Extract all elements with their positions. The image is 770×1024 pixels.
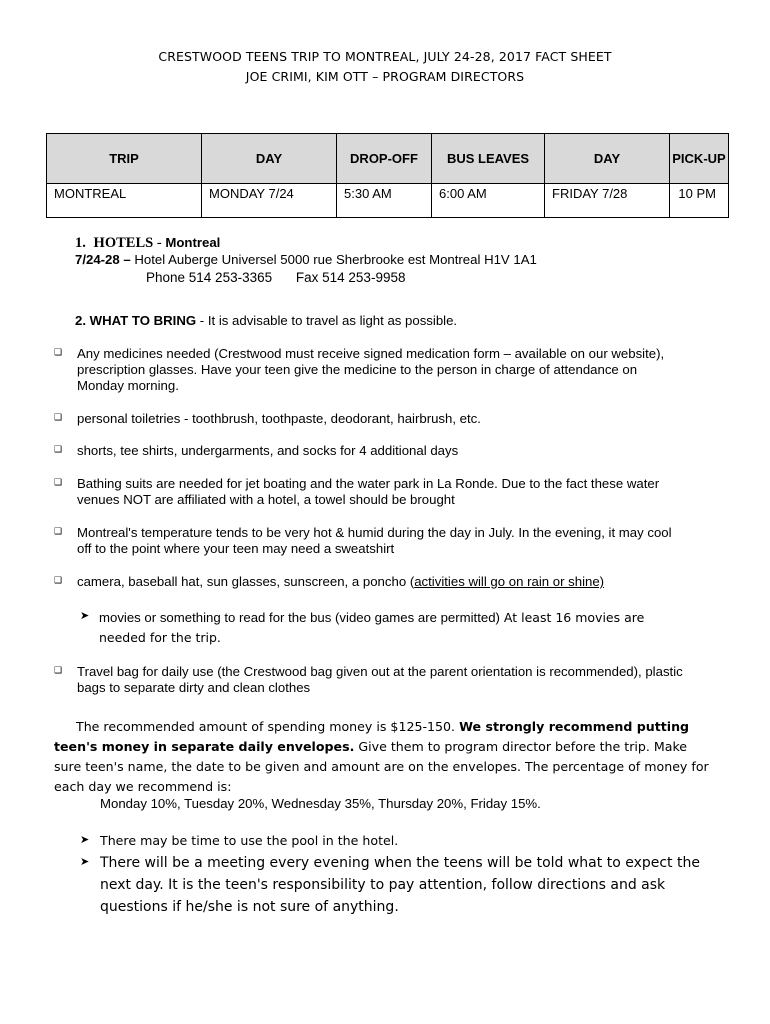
col-header-drop-off: DROP-OFF [337, 134, 432, 184]
col-header-pick-up: PICK-UP [670, 134, 729, 184]
page-title: CRESTWOOD TEENS TRIP TO MONTREAL, JULY 24-28, 2017 FACT SHEET [158, 49, 612, 64]
checkbox-bullet-icon: ❑ [54, 445, 63, 455]
cell-drop-off: 5:30 AM [337, 184, 432, 218]
cell-pick-up: 10 PM [670, 184, 729, 218]
hotel-phone: Phone 514 253-3365 Fax 514 253-9958 [146, 270, 406, 285]
movies-item: movies or something to read for the bus (video games are permitted) At least 16 movies are needed for the trip. [99, 610, 645, 645]
list-item: Montreal's temperature tends to be very hot & humid during the day in July. In the evening, it may cool off to the point where your teen may need a sweatshirt [77, 525, 672, 556]
cell-day: MONDAY 7/24 [202, 184, 337, 218]
spending-money-paragraph: The recommended amount of spending money is $125-150. We strongly recommend putting teen's money in separate daily envelopes. Give them to program director before the trip. Make sure teen's name, the date to be given and amount are on the envelopes. The percentage of money for each day we recommend is: [54, 719, 709, 794]
checkbox-bullet-icon: ❑ [54, 348, 63, 358]
what-to-bring-heading: 2. WHAT TO BRING - It is advisable to travel as light as possible. [75, 313, 458, 328]
schedule-header-row [47, 134, 729, 184]
list-item: shorts, tee shirts, undergarments, and socks for 4 additional days [77, 443, 459, 458]
list-item: camera, baseball hat, sun glasses, sunscreen, a poncho (activities will go on rain or shine) [77, 574, 605, 589]
cell-return-day: FRIDAY 7/28 [545, 184, 670, 218]
hotels-heading: 1. HOTELS - Montreal [75, 235, 221, 251]
pool-note: There may be time to use the pool in the hotel. [100, 833, 399, 848]
checkbox-bullet-icon: ❑ [54, 666, 63, 676]
schedule-table [46, 133, 729, 218]
col-header-trip: TRIP [47, 134, 202, 184]
table-row [47, 184, 729, 218]
money-breakdown: Monday 10%, Tuesday 20%, Wednesday 35%, Thursday 20%, Friday 15%. [100, 796, 541, 811]
arrow-bullet-icon: ➤ [80, 855, 90, 868]
arrow-bullet-icon: ➤ [80, 833, 90, 846]
checkbox-bullet-icon: ❑ [54, 413, 63, 423]
meeting-note: There will be a meeting every evening when the teens will be told what to expect the next day. It is the teen's responsibility to pay attention, follow directions and ask questions if he/she is not sure of anything. [100, 855, 700, 915]
list-item: personal toiletries - toothbrush, toothpaste, deodorant, hairbrush, etc. [77, 411, 481, 426]
program-directors: JOE CRIMI, KIM OTT – PROGRAM DIRECTORS [245, 69, 525, 84]
list-item: Any medicines needed (Crestwood must receive signed medication form – available on our website), prescription glasses. Have your teen give the medicine to the person in charge of attendance on Monday morning. [77, 346, 665, 393]
col-header-day: DAY [202, 134, 337, 184]
arrow-bullet-icon: ➤ [80, 609, 90, 622]
list-item: Bathing suits are needed for jet boating and the water park in La Ronde. Due to the fact these water venues NOT are affiliated with a hotel, a towel should be brought [77, 476, 660, 507]
checkbox-bullet-icon: ❑ [54, 478, 63, 488]
checkbox-bullet-icon: ❑ [54, 576, 63, 586]
cell-trip: MONTREAL [47, 184, 202, 218]
hotel-address: 7/24-28 – Hotel Auberge Universel 5000 rue Sherbrooke est Montreal H1V 1A1 [75, 252, 537, 267]
col-header-bus-leaves: BUS LEAVES [432, 134, 545, 184]
checkbox-bullet-icon: ❑ [54, 527, 63, 537]
col-header-return-day: DAY [545, 134, 670, 184]
list-item: Travel bag for daily use (the Crestwood bag given out at the parent orientation is recommended), plastic bags to separate dirty and clean clothes [77, 664, 683, 695]
cell-bus-leaves: 6:00 AM [432, 184, 545, 218]
